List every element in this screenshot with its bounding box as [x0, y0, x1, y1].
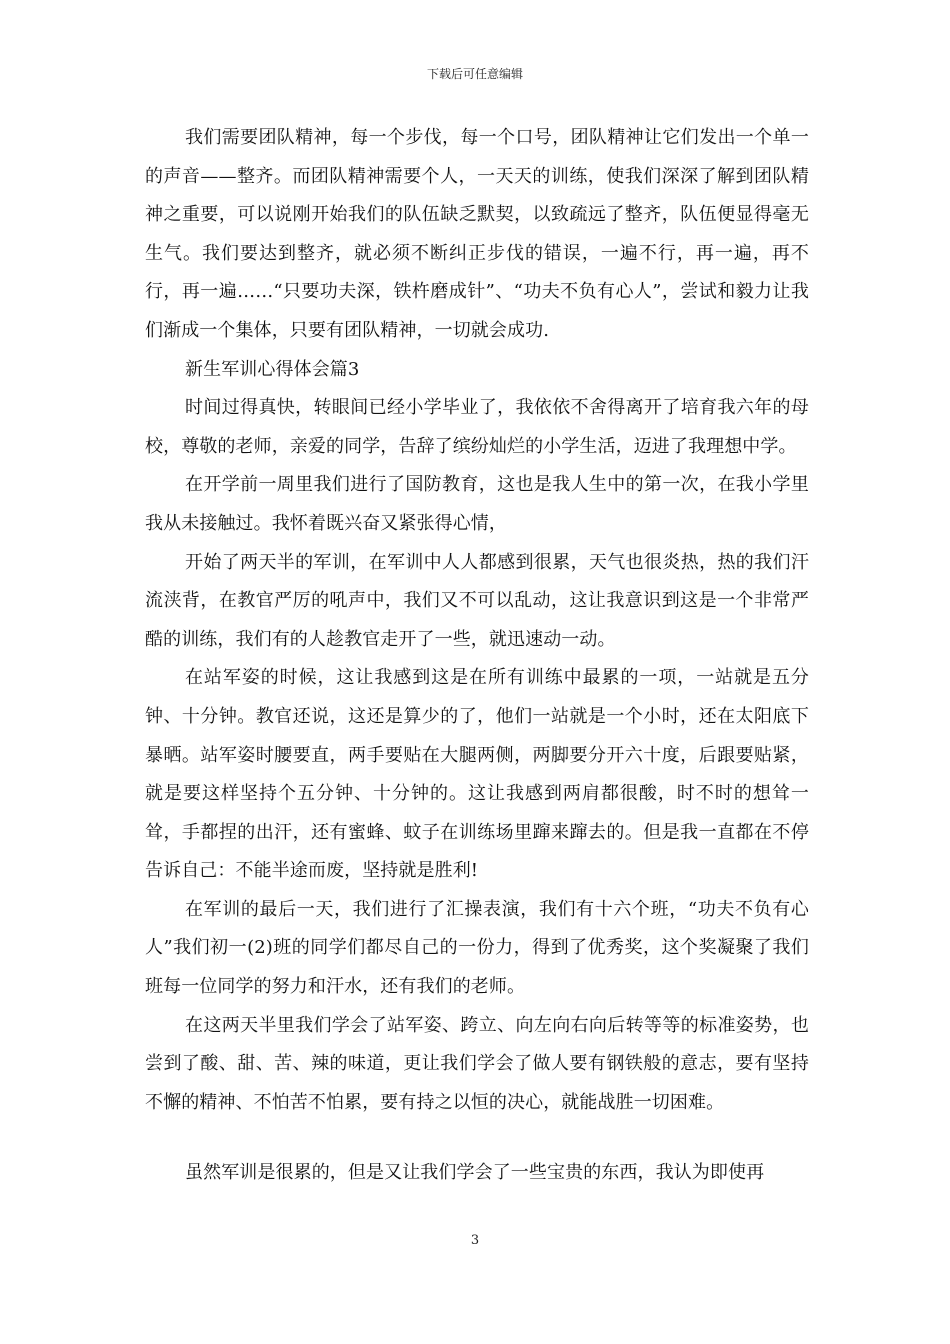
page-number: 3	[470, 1233, 480, 1248]
paragraph-training-start: 开始了两天半的军训，在军训中人人都感到很累，天气也很炎热，热的我们汗流浃背，在教官严厉的吼声中，我们又不可以乱动，这让我意识到这是一个非常严酷的训练，我们有的人趁教官走开了一些，就迅速动一动。	[145, 551, 809, 650]
document-body	[145, 119, 809, 1193]
section-heading: 新生军训心得体会篇3	[185, 358, 360, 380]
paragraph-final-day: 在军训的最后一天，我们进行了汇操表演，我们有十六个班，“功夫不负有心人”我们初一(2)班的同学们都尽自己的一份力，得到了优秀奖，这个奖凝聚了我们班每一位同学的努力和汗水，还有我们的老师。	[145, 898, 809, 998]
page-header: 下载后可任意编辑	[426, 67, 523, 81]
paragraph-lessons: 在这两天半里我们学会了站军姿、跨立、向左向右向后转等等的标准姿势，也尝到了酸、甜、苦、辣的味道，更让我们学会了做人要有钢铁般的意志，要有坚持不懈的精神、不怕苦不怕累，要有持之以恒的决心，就能战胜一切困难。	[145, 1014, 809, 1113]
paragraph-team-spirit: 我们需要团队精神，每一个步伐，每一个口号，团队精神让它们发出一个单一的声音——整齐。而团队精神需要个人，一天天的训练，使我们深深了解到团队精神之重要，可以说刚开始我们的队伍缺乏默契，以致疏远了整齐，队伍便显得毫无生气。我们要达到整齐，就必须不断纠正步伐的错误，一遍不行，再一遍，再不行，再一遍……“只要功夫深，铁杵磨成针”、“功夫不负有心人”，尝试和毅力让我们渐成一个集体，只要有团队精神，一切就会成功.	[145, 127, 809, 341]
paragraph-graduation: 时间过得真快，转眼间已经小学毕业了，我依依不舍得离开了培育我六年的母校，尊敬的老师，亲爱的同学，告辞了缤纷灿烂的小学生活，迈进了我理想中学。	[145, 397, 809, 457]
paragraph-defense-education: 在开学前一周里我们进行了国防教育，这也是我人生中的第一次，在我小学里我从未接触过。我怀着既兴奋又紧张得心情，	[145, 474, 809, 534]
paragraph-conclusion: 虽然军训是很累的，但是又让我们学会了一些宝贵的东西，我认为即使再	[185, 1162, 765, 1184]
paragraph-standing-posture: 在站军姿的时候，这让我感到这是在所有训练中最累的一项，一站就是五分钟、十分钟。教官还说，这还是算少的了，他们一站就是一个小时，还在太阳底下暴晒。站军姿时腰要直，两手要贴在大腿两侧，两脚要分开六十度，后跟要贴紧，就是要这样坚持个五分钟、十分钟的。这让我感到两肩都很酸，时不时的想耸一耸，手都捏的出汗，还有蜜蜂、蚊子在训练场里蹿来蹿去的。但是我一直都在不停告诉自己：不能半途而废，坚持就是胜利!	[145, 667, 809, 882]
